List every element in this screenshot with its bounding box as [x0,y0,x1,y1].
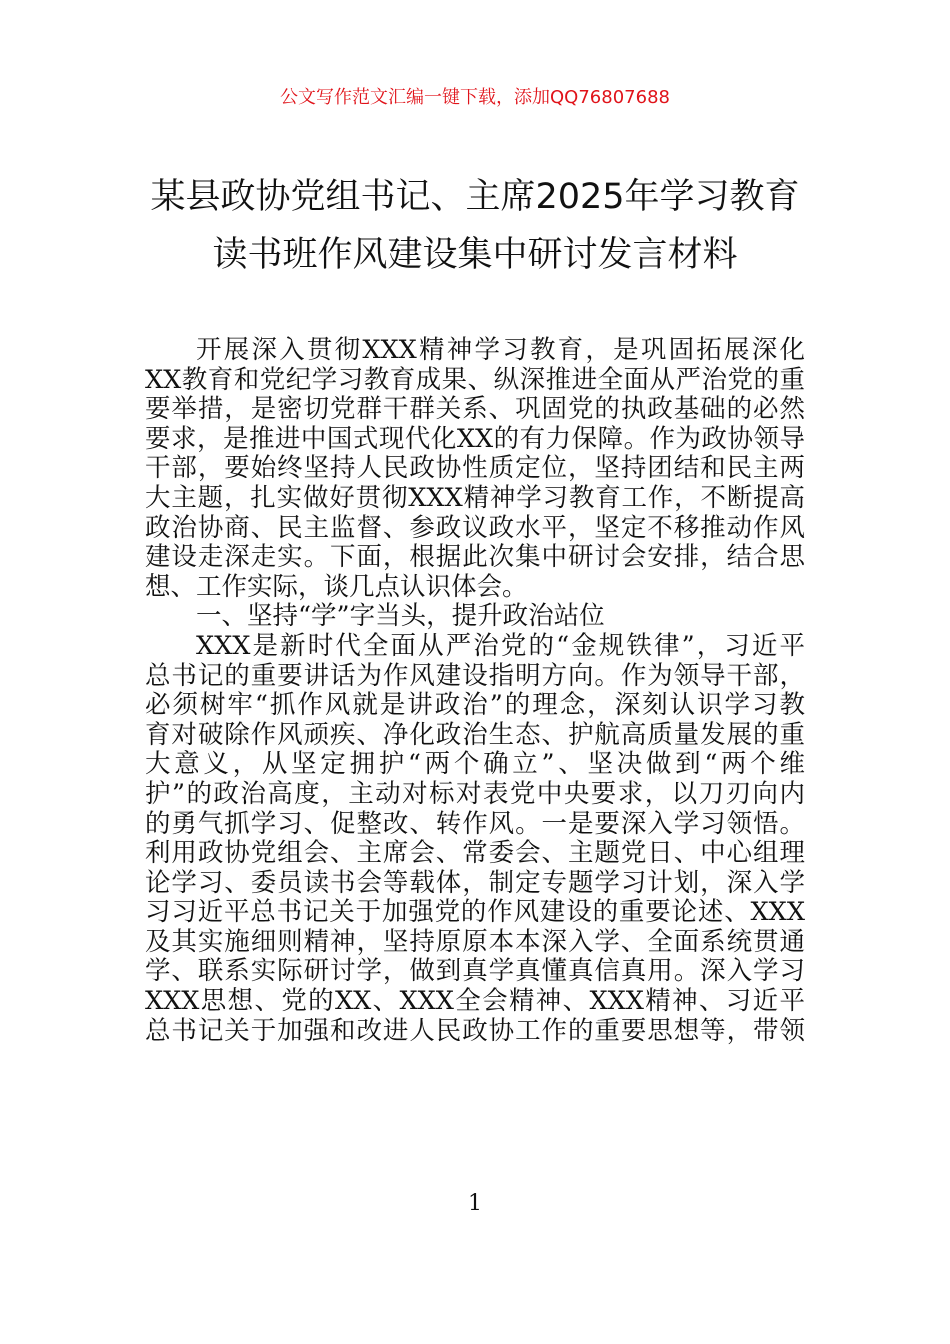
text-line: 必须树牢“抓作风就是讲政治”的理念，深刻认识学习教 [145,691,805,721]
text-line: 的勇气抓学习、促整改、转作风。一是要深入学习领悟。 [145,809,805,839]
document-title [110,168,840,284]
text-line: 干部，要始终坚持人民政协性质定位，坚持团结和民主两 [145,454,805,484]
document-body [145,336,805,1046]
text-line: 及其实施细则精神，坚持原原本本深入学、全面系统贯通 [145,927,805,957]
text-line: 想、工作实际，谈几点认识体会。 [145,572,528,602]
text-line: 育对破除作风顽疾、净化政治生态、护航高质量发展的重 [145,720,805,750]
title-line-2: 读书班作风建设集中研讨发言材料 [212,235,738,275]
text-line: 政治协商、民主监督、参政议政水平，坚定不移推动作风 [145,513,805,543]
text-line: XXX思想、党的XX、XXX全会精神、XXX精神、习近平 [145,987,805,1017]
text-line: 护”的政治高度，主动对标对表党中央要求，以刀刃向内 [145,779,805,809]
text-line: 利用政协党组会、主席会、常委会、主题党日、中心组理 [145,839,805,869]
text-line: XX教育和党纪学习教育成果、纵深推进全面从严治党的重 [145,365,805,395]
text-line: 总书记的重要讲话为作风建设指明方向。作为领导干部， [145,661,805,691]
download-notice: 公文写作范文汇编一键下载，添加QQ76807688 [280,87,670,108]
title-line-1: 某县政协党组书记、主席2025年学习教育 [150,177,800,217]
text-line: 学、联系实际研讨学，做到真学真懂真信真用。深入学习 [145,957,805,987]
section-heading: 一、坚持“学”字当头，提升政治站位 [196,602,605,632]
text-line: 开展深入贯彻XXX精神学习教育，是巩固拓展深化 [196,336,805,365]
page-number: 1 [468,1191,482,1216]
text-line: 论学习、委员读书会等载体，制定专题学习计划，深入学 [145,868,805,898]
text-line: 建设走深走实。下面，根据此次集中研讨会安排，结合思 [145,543,805,573]
text-line: 要举措，是密切党群干群关系、巩固党的执政基础的必然 [145,395,805,425]
text-line: 总书记关于加强和改进人民政协工作的重要思想等，带领 [145,1016,805,1046]
text-line: 大意义，从坚定拥护“两个确立”、坚决做到“两个维 [145,750,805,780]
text-line: 要求，是推进中国式现代化XX的有力保障。作为政协领导 [145,424,805,454]
text-line: XXX是新时代全面从严治党的“金规铁律”，习近平 [196,631,805,661]
text-line: 习习近平总书记关于加强党的作风建设的重要论述、XXX [145,898,805,928]
text-line: 大主题，扎实做好贯彻XXX精神学习教育工作，不断提高 [145,483,805,513]
